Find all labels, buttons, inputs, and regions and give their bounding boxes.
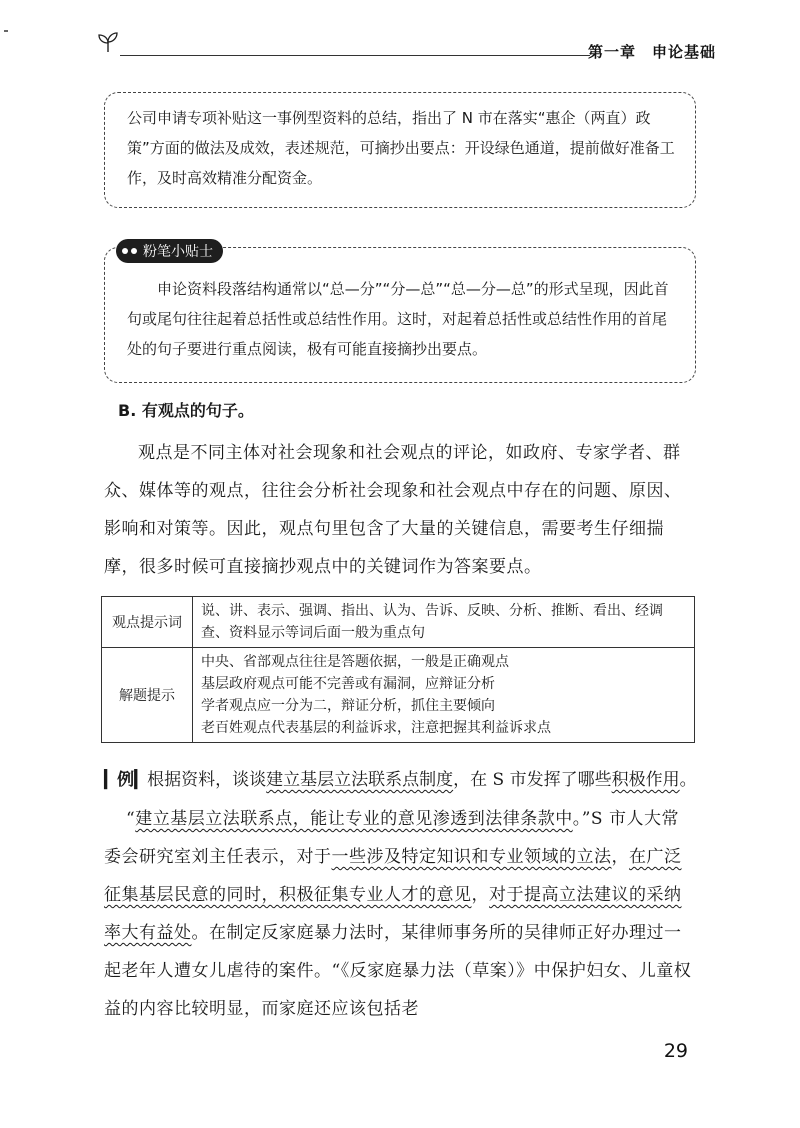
example-question bbox=[104, 762, 704, 798]
material-text: 。”S 市人大常委会研究室刘主任表示，对于 bbox=[104, 809, 679, 867]
table-line: 说、讲、表示、强调、指出、认为、告诉、反映、分析、推断、看出、经调 bbox=[201, 603, 663, 619]
table-line: 中央、省部观点往往是答题依据，一般是正确观点 bbox=[201, 654, 509, 670]
example-text: ，在 S 市发挥了哪些 bbox=[453, 770, 612, 790]
material-underline: 一些涉及特定知识和专业领域的立法 bbox=[331, 847, 612, 867]
material-underline: 建立基层立法联系点，能让专业的意见渗透到法律条款中 bbox=[135, 809, 573, 829]
sprout-icon bbox=[94, 30, 122, 54]
example-keyword: 积极作用 bbox=[611, 770, 680, 790]
summary-text: 公司申请专项补贴这一事例型资料的总结，指出了 N 市在落实“惠企（两直）政策”方面的做法及成效，表述规范，可摘抄出要点：开设绿色通道，提前做好准备工作，及时高效精准分配资金。 bbox=[127, 109, 675, 187]
page-number: 29 bbox=[663, 1040, 688, 1062]
summary-box bbox=[104, 92, 696, 208]
section-paragraph: 观点是不同主体对社会现象和社会观点的评论，如政府、专家学者、群众、媒体等的观点，往往会分析社会现象和社会观点中存在的问题、原因、影响和对策等。因此，观点句里包含了大量的关键信息，需要考生仔细揣摩，很多时候可直接摘抄观点中的关键词作为答案要点。 bbox=[104, 443, 682, 577]
dots-icon bbox=[122, 248, 137, 254]
tip-box bbox=[104, 247, 696, 383]
material-text: “ bbox=[126, 809, 136, 829]
table-row bbox=[102, 597, 695, 648]
tip-badge-label: 粉笔小贴士 bbox=[143, 244, 213, 260]
table-key: 解题提示 bbox=[102, 648, 193, 743]
scan-edge-mark bbox=[4, 30, 8, 32]
table-row bbox=[102, 648, 695, 743]
material-text: 。在制定反家庭暴力法时，某律师事务所的吴律师正好办理过一起老年人遭女儿虐待的案件。“《反家庭暴力法（草案）》中保护妇女、儿童权益的内容比较明显，而家庭还应该包括老 bbox=[104, 923, 692, 1019]
section-heading: B. 有观点的句子。 bbox=[118, 401, 254, 420]
example-text: 。 bbox=[679, 770, 697, 790]
hint-table bbox=[101, 596, 695, 743]
tip-badge bbox=[116, 239, 223, 263]
example-keyword: 建立基层立法联系点制度 bbox=[266, 770, 454, 790]
tip-text: 申论资料段落结构通常以“总—分”“分—总”“总—分—总”的形式呈现，因此首句或尾句往往起着总括性或总结性作用。这时，对起着总括性或总结性作用的首尾处的句子要进行重点阅读，极有可能直接摘抄出要点。 bbox=[127, 280, 669, 358]
example-text: 根据资料，谈谈 bbox=[147, 770, 267, 790]
material-text: ， bbox=[471, 885, 489, 905]
table-line: 基层政府观点可能不完善或有漏洞，应辩证分析 bbox=[201, 676, 495, 692]
header-rule bbox=[120, 55, 590, 56]
table-line: 查、资料显示等词后面一般为重点句 bbox=[201, 625, 425, 641]
material-text: ， bbox=[611, 847, 629, 867]
table-value bbox=[193, 648, 695, 743]
chapter-title: 第一章 申论基础 bbox=[587, 43, 716, 61]
example-material bbox=[104, 800, 696, 1028]
table-key: 观点提示词 bbox=[102, 597, 193, 648]
table-line: 学者观点应一分为二，辩证分析，抓住主要倾向 bbox=[201, 698, 495, 714]
example-tag: ▎例▎ bbox=[104, 770, 148, 790]
table-line: 老百姓观点代表基层的利益诉求，注意把握其利益诉求点 bbox=[201, 720, 551, 736]
material-underline: 在广泛征集基层民意的同时，积极征集专业人才的意见 bbox=[104, 847, 682, 905]
page-header bbox=[92, 28, 716, 68]
material-underline: 对于提高立法建议的采纳率大有益处 bbox=[104, 885, 682, 943]
table-value bbox=[193, 597, 695, 648]
